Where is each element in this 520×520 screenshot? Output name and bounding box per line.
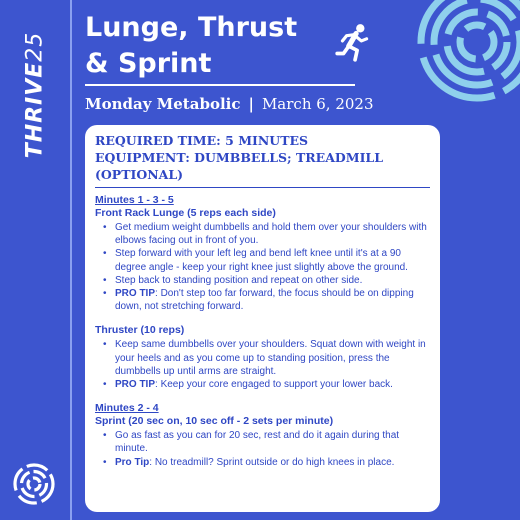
title-divider <box>85 84 355 86</box>
thrive-logo-icon <box>12 462 56 506</box>
section-heading: Minutes 1 - 3 - 5 <box>95 194 174 206</box>
workout-block <box>95 194 430 313</box>
series-name: Monday Metabolic <box>85 95 241 113</box>
instruction-list <box>95 338 430 391</box>
instruction-list <box>95 429 430 469</box>
exercise-title: Front Rack Lunge (5 reps each side) <box>95 207 276 219</box>
running-person-icon <box>333 22 375 64</box>
title-line-1: Lunge, Thrust <box>85 12 298 43</box>
pro-tip-label: Pro Tip <box>115 456 150 468</box>
title-line-2: & Sprint <box>85 48 212 79</box>
circular-maze-decoration <box>415 0 520 105</box>
brand-thrive: THRIVE <box>22 61 48 159</box>
workout-card <box>85 125 440 512</box>
list-item: • PRO TIP: Keep your core engaged to support your lower back. <box>95 378 430 391</box>
equipment: EQUIPMENT: DUMBBELLS; TREADMILL (OPTIONAL) <box>95 150 384 182</box>
card-divider <box>95 187 430 188</box>
list-item: • Step back to standing position and repeat on other side. <box>95 274 430 287</box>
exercise-title: Thruster (10 reps) <box>95 324 185 337</box>
subtitle <box>85 95 374 113</box>
list-item: • Pro Tip: No treadmill? Sprint outside or do high knees in place. <box>95 456 430 469</box>
date: March 6, 2023 <box>261 95 374 113</box>
list-item: • Go as fast as you can for 20 sec, rest and do it again during that minute. <box>95 429 430 455</box>
instruction-list <box>95 221 430 313</box>
workout-block <box>95 324 430 391</box>
required-time: REQUIRED TIME: 5 MINUTES <box>95 133 309 148</box>
pro-tip-label: PRO TIP <box>115 288 156 300</box>
list-item: • Step forward with your left leg and bend left knee until it's at a 90 degree angle - keep your right knee just slightly above the ground. <box>95 247 430 273</box>
pro-tip-label: PRO TIP <box>115 379 156 391</box>
list-item: • Keep same dumbbells over your shoulders. Squat down with weight in your heels and as you come up to standing position, press the dumbbells up until arms are straight. <box>95 338 430 378</box>
workout-block <box>95 402 430 469</box>
list-item: • PRO TIP: Don't step too far forward, the focus should be on dipping down, not stretching forward. <box>95 287 430 313</box>
side-divider <box>70 0 72 520</box>
list-item: • Get medium weight dumbbells and hold them over your shoulders with elbows facing out in front of you. <box>95 221 430 247</box>
brand-wordmark <box>23 32 48 159</box>
brand-number: 25 <box>22 31 48 62</box>
subtitle-separator: | <box>248 95 254 113</box>
section-heading: Minutes 2 - 4 <box>95 402 159 415</box>
exercise-title: Sprint (20 sec on, 10 sec off - 2 sets per minute) <box>95 415 334 428</box>
